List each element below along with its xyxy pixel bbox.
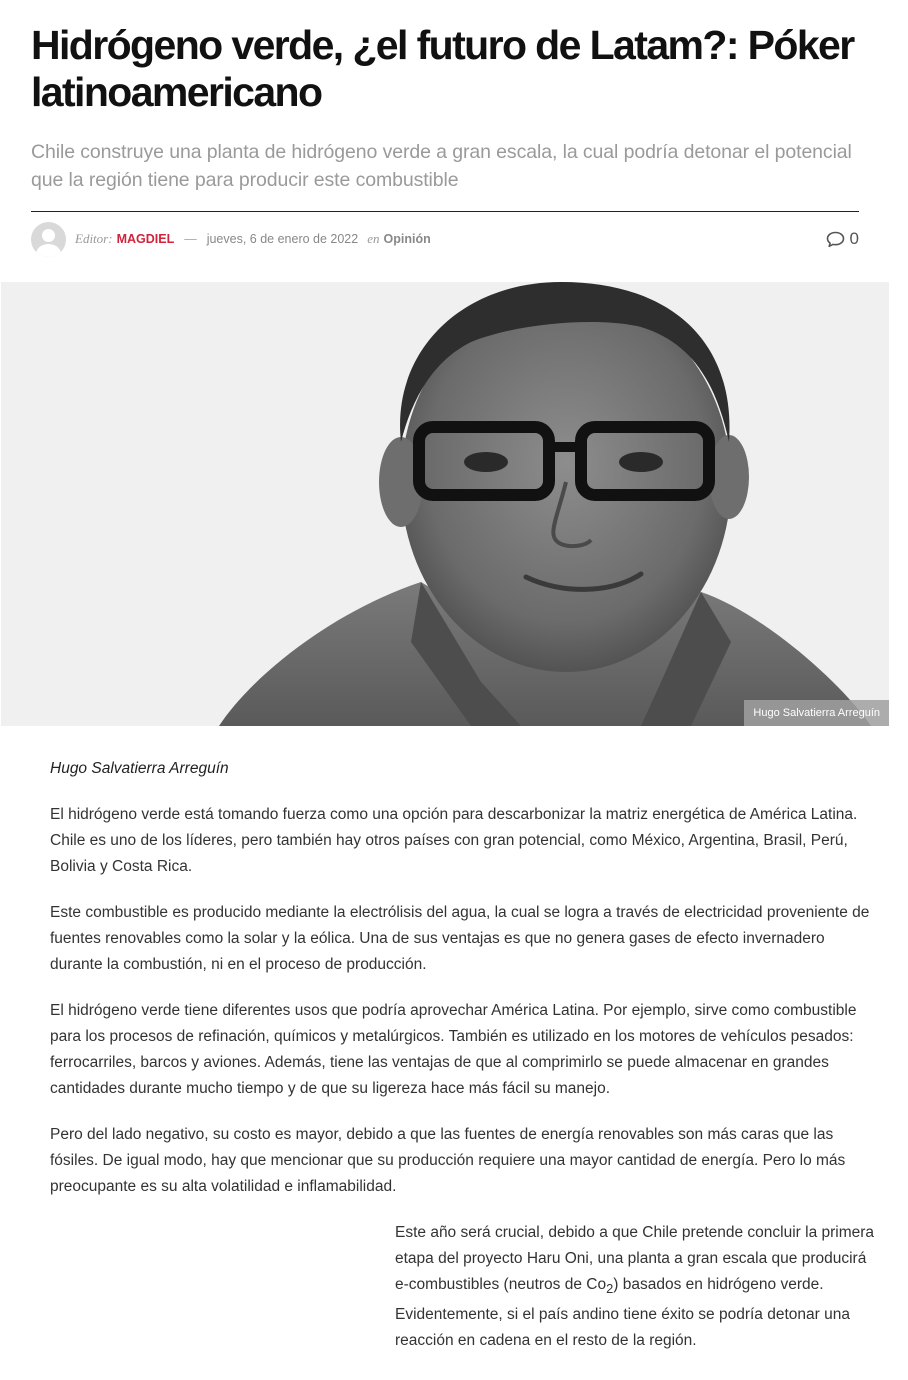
- meta-divider: [31, 211, 859, 212]
- category-link[interactable]: Opinión: [383, 232, 431, 246]
- article-subtitle: Chile construye una planta de hidrógeno verde a gran escala, la cual podría detonar el potencial que la región tiene para producir este combustible: [31, 141, 852, 191]
- article-title: Hidrógeno verde, ¿el futuro de Latam?: Póker latinoamericano: [31, 22, 854, 115]
- comment-count: 0: [849, 229, 859, 248]
- paragraph-text-start: Este año será crucial, debido a que Chile pretende concluir la primera etapa del proyecto Haru Oni, una planta a gran escala que producirá e-combustibles (neutros de Co: [395, 1224, 875, 1293]
- editor-name-link[interactable]: MAGDIEL: [116, 232, 175, 246]
- article-header: [31, 22, 861, 194]
- paragraph-subscript: 2: [606, 1281, 614, 1297]
- meta-separator: —: [184, 232, 197, 246]
- paragraph: El hidrógeno verde tiene diferentes usos que podría aprovechar América Latina. Por ejemplo, sirve como combustible para los procesos de refinación, químicos y metalúrgicos. También es utilizado en los motores de vehículos pesados: ferrocarriles, barcos y aviones. Además, tiene las ventajas de que al comprimirlo se puede almacenar en grandes cantidades durante mucho tiempo y de que su ligereza hace más fácil su manejo.: [50, 1002, 857, 1097]
- comment-bubble-icon: [826, 231, 845, 248]
- category-label: en: [367, 231, 380, 246]
- article-body: [50, 756, 876, 1374]
- paragraph: El hidrógeno verde está tomando fuerza como una opción para descarbonizar la matriz energética de América Latina. Chile es uno de los líderes, pero también hay otros países con gran potencial, como México, Argentina, Brasil, Perú, Bolivia y Costa Rica.: [50, 806, 858, 875]
- publish-date: jueves, 6 de enero de 2022: [206, 232, 359, 246]
- paragraph-haru-oni: [395, 1220, 880, 1354]
- hero-caption: Hugo Salvatierra Arreguín: [744, 700, 889, 726]
- paragraph-text-end: ) basados en hidrógeno verde. Evidentemente, si el país andino tiene éxito se podría detonar una reacción en cadena en el resto de la región.: [395, 1276, 850, 1350]
- editor-label: Editor:: [75, 231, 113, 246]
- avatar[interactable]: [31, 222, 66, 257]
- comments-link[interactable]: [826, 229, 859, 249]
- article-meta: [31, 221, 859, 257]
- hero-image: [1, 282, 889, 726]
- paragraph: Pero del lado negativo, su costo es mayor, debido a que las fuentes de energía renovables son más caras que las fósiles. De igual modo, hay que mencionar que su producción requiere una mayor cantidad de energía. Pero lo más preocupante es su alta volatilidad e inflamabilidad.: [50, 1126, 846, 1195]
- paragraph: Este combustible es producido mediante la electrólisis del agua, la cual se logra a través de electricidad proveniente de fuentes renovables como la solar y la eólica. Una de sus ventajas es que no genera gases de efecto invernadero durante la combustión, ni en el proceso de producción.: [50, 904, 870, 973]
- portrait-image: [1, 282, 889, 726]
- article-byline: Hugo Salvatierra Arreguín: [50, 760, 229, 777]
